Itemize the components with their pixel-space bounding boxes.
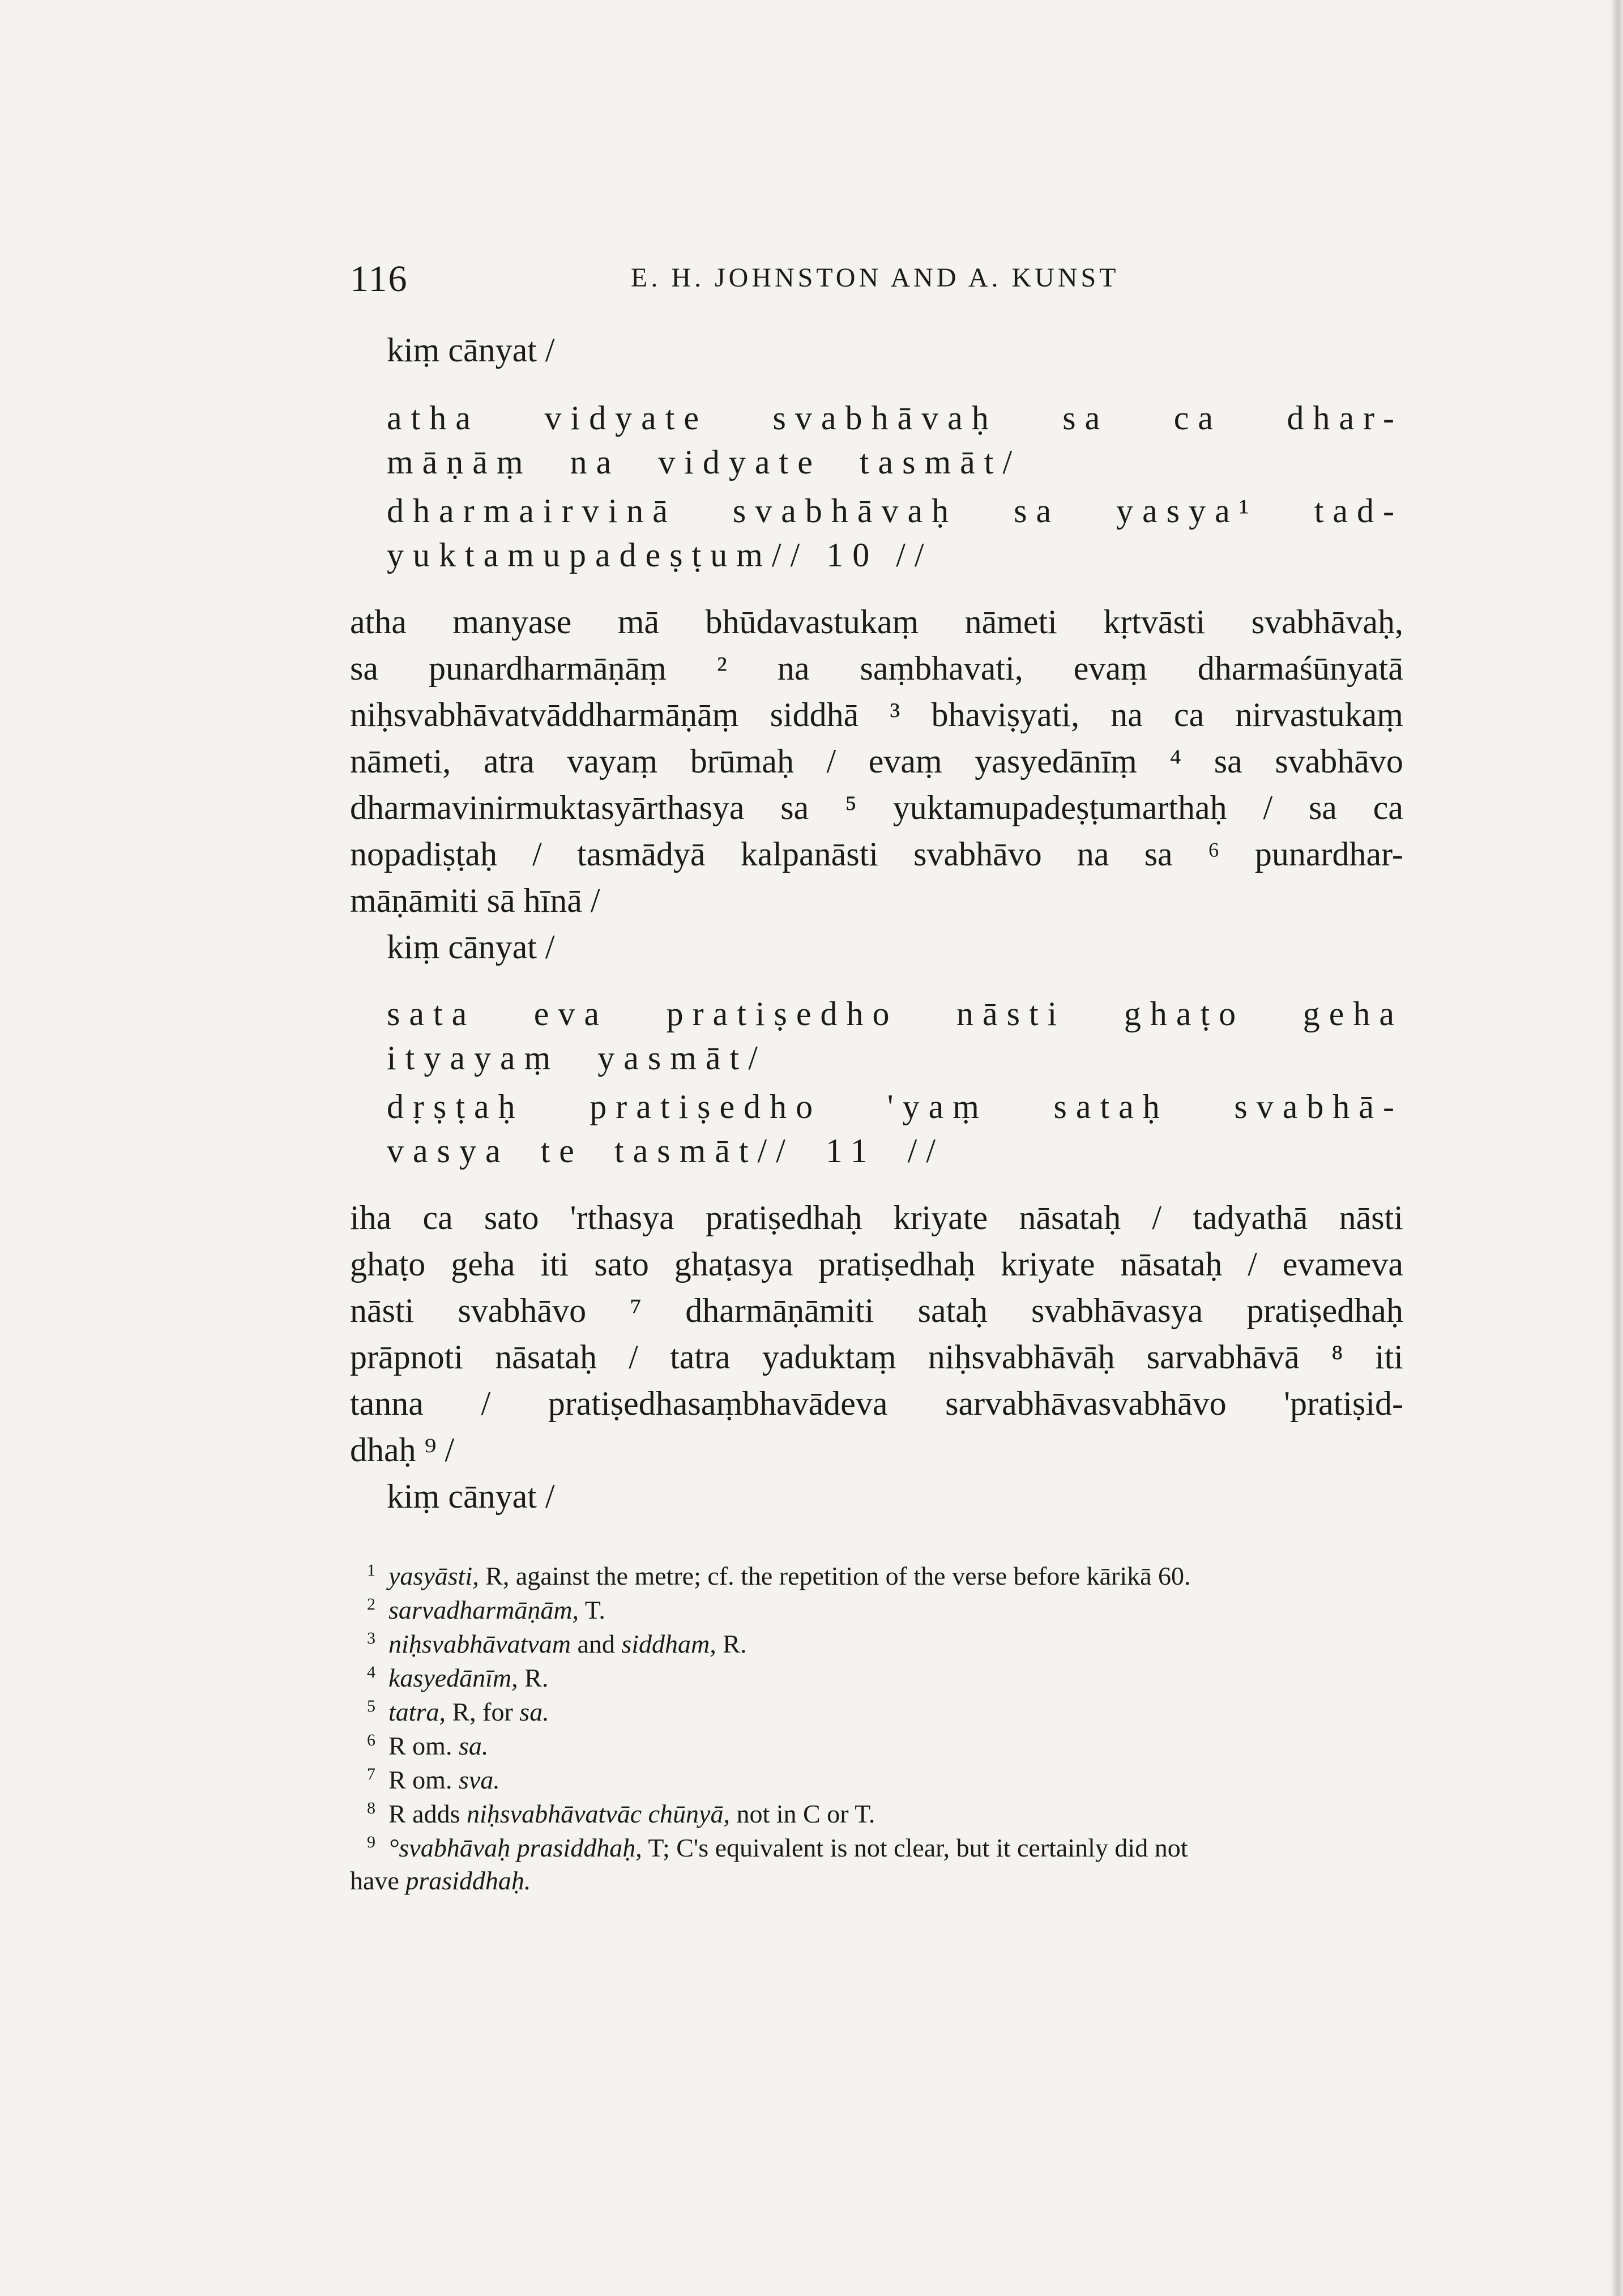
prose-1-line-7: māṇāmiti sā hīnā / (350, 882, 600, 919)
book-edge (1611, 0, 1623, 2296)
footnote-5: 5 tatra, R, for sa. (367, 1697, 549, 1726)
prose-1-line-1: atha manyase mā bhūdavastukaṃ nāmeti kṛtvāsti svabhāvaḥ, (350, 603, 1403, 641)
page-number: 116 (350, 258, 408, 300)
prose-1-line-2: sa punardharmāṇāṃ ² na saṃbhavati, evaṃ dharmaśūnyatā (350, 650, 1403, 687)
prose-1-line-6: nopadiṣṭaḥ / tasmādyā kalpanāsti svabhāvo na sa ⁶ punardhar- (350, 835, 1403, 873)
prose-1-line-5: dharmavinirmuktasyārthasya sa ⁵ yuktamupadeṣṭumarthaḥ / sa ca (350, 789, 1403, 826)
verse-10-line-2: māṇāṃ na vidyate tasmāt/ (387, 443, 1022, 481)
verse-11-line-3: dṛṣṭaḥ pratiṣedho 'yaṃ sataḥ svabhā- (387, 1088, 1403, 1125)
verse-10-line-4: yuktamupadeṣṭum// 10 // (387, 536, 933, 574)
prose-2-line-4: prāpnoti nāsataḥ / tatra yaduktaṃ niḥsvabhāvāḥ sarvabhāvā ⁸ iti (350, 1338, 1403, 1376)
footnote-1: 1 yasyāsti, R, against the metre; cf. the repetition of the verse before kārikā 60. (367, 1561, 1191, 1590)
footnote-9-continuation: have prasiddhaḥ. (350, 1866, 531, 1895)
footnote-8: 8 R adds niḥsvabhāvatvāc chūnyā, not in C or T. (367, 1799, 875, 1828)
prose-2-line-2: ghaṭo geha iti sato ghaṭasya pratiṣedhaḥ kriyate nāsataḥ / evameva (350, 1245, 1403, 1283)
verse-10-line-3: dharmairvinā svabhāvaḥ sa yasya¹ tad- (387, 492, 1403, 530)
verse-11-line-2: ityayaṃ yasmāt/ (387, 1039, 767, 1077)
footnote-3: 3 niḥsvabhāvatvam and siddham, R. (367, 1629, 747, 1658)
verse-11-line-4: vasya te tasmāt// 11 // (387, 1132, 945, 1170)
prose-1-line-3: niḥsvabhāvatvāddharmāṇāṃ siddhā ³ bhaviṣyati, na ca nirvastukaṃ (350, 696, 1403, 733)
verse-10-line-1: atha vidyate svabhāvaḥ sa ca dhar- (387, 399, 1403, 437)
footnote-4: 4 kasyedānīm, R. (367, 1663, 549, 1692)
kim-canyat-line: kiṃ cānyat / (387, 1478, 555, 1515)
prose-2-line-1: iha ca sato 'rthasya pratiṣedhaḥ kriyate nāsataḥ / tadyathā nāsti (350, 1199, 1403, 1236)
verse-11-line-1: sata eva pratiṣedho nāsti ghaṭo geha (387, 995, 1403, 1032)
prose-2-line-3: nāsti svabhāvo ⁷ dharmāṇāmiti sataḥ svabhāvasya pratiṣedhaḥ (350, 1292, 1403, 1329)
footnote-9: 9 °svabhāvaḥ prasiddhaḥ, T; C's equivalent is not clear, but it certainly did not (367, 1833, 1188, 1862)
prose-1-line-4: nāmeti, atra vayaṃ brūmaḥ / evaṃ yasyedānīṃ ⁴ sa svabhāvo (350, 742, 1403, 780)
running-head (0, 258, 1623, 300)
kim-canyat-line: kiṃ cānyat / (387, 928, 555, 966)
footnote-7: 7 R om. sva. (367, 1765, 500, 1794)
prose-2-line-5: tanna / pratiṣedhasaṃbhavādeva sarvabhāvasvabhāvo 'pratiṣid- (350, 1385, 1403, 1422)
footnote-6: 6 R om. sa. (367, 1731, 489, 1760)
kim-canyat-line: kiṃ cānyat / (387, 331, 555, 369)
prose-2-line-6: dhaḥ ⁹ / (350, 1431, 455, 1469)
footnote-2: 2 sarvadharmāṇām, T. (367, 1595, 605, 1624)
header-title: E. H. JOHNSTON AND A. KUNST (631, 263, 1120, 293)
